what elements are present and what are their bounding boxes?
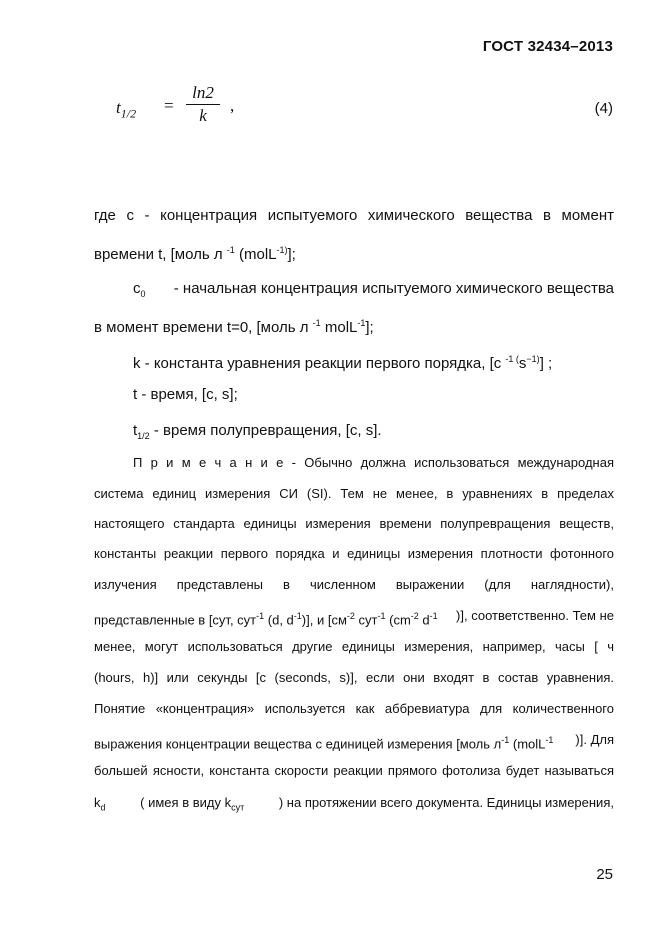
note-line-2: система единиц измерения СИ (SI). Тем не менее, в уравнениях в пределах xyxy=(94,486,614,501)
definition-c-line2: времени t, [моль л $^{-1}$ (molL$^{-1)}$]; xyxy=(94,245,296,263)
note-line-11: большей ясности, константа скорости реакции прямого фотолиза будет называться xyxy=(94,763,614,778)
definition-c0-line2: в момент времени t=0, [моль л $^{-1}$ molL$^{-1}$]; xyxy=(94,318,374,336)
note-line-7: менее, могут использоваться другие единицы измерения, например, часы [ ч xyxy=(94,639,614,654)
note-line-6: представленные в [сут, сут$^{-1}$ (d, $d^{-1}$)], и [$см^{-2}$ сут$^{-1}$ ($cm^{-2}$ $d^{-1}$ )], соответственно. Тем не xyxy=(94,608,614,628)
formula-comma: , xyxy=(230,96,235,115)
note-line-12: $k_d$ ( имея в виду $k_{сут}$ ) на протяжении всего документа. Единицы измерения, xyxy=(94,794,614,817)
definition-t-half: $t_{1/2}$ - время полупревращения, [c, s]. xyxy=(133,422,382,441)
formula-equals: = xyxy=(164,96,174,115)
formula-denominator: k xyxy=(199,106,207,125)
equation-number: (4) xyxy=(594,100,613,117)
note-line-10-units: выражения концентрации вещества с единицей измерения [моль $л^{-1}$ (molL$^{-1}$ xyxy=(94,735,554,752)
formula-numerator: ln2 xyxy=(192,83,214,102)
document-header: ГОСТ 32434–2013 xyxy=(482,38,613,55)
kd-symbol: $k_d$ xyxy=(94,795,106,813)
note-line-10: выражения концентрации вещества с единицей измерения [моль $л^{-1}$ (molL$^{-1}$ )]. Для xyxy=(94,732,614,752)
definition-c0-line1: $c_0$ - начальная концентрация испытуемого химического вещества xyxy=(133,279,614,304)
definition-t: t - время, [c, s]; xyxy=(133,386,238,403)
note-line-5: излучения представлены в численном выражении (для наглядности), xyxy=(94,577,614,592)
formula-lhs: $t_{1/2}$ xyxy=(116,98,137,121)
note-line-3: настоящего стандарта единицы измерения времени полупревращения веществ, xyxy=(94,516,614,531)
c0-symbol: $c_0$ xyxy=(133,280,146,299)
definition-c-line1: где c - концентрация испытуемого химического вещества в момент xyxy=(94,207,614,224)
note-line-8: (hours, h)] или секунды [c (seconds, s)], если они входят в состав уравнения. xyxy=(94,670,614,685)
note-line-4: константы реакции первого порядка и единицы измерения плотности фотонного xyxy=(94,546,614,561)
definition-k: k - константа уравнения реакции первого порядка, [c $^{-1 (}s^{-1)}$] ; xyxy=(133,354,553,372)
fraction-bar xyxy=(186,104,220,105)
note-line-9: Понятие «концентрация» используется как аббревиатура для количественного xyxy=(94,701,614,716)
note-line-1: П р и м е ч а н и е - Обычно должна использоваться международная xyxy=(133,455,614,470)
formula-fraction xyxy=(186,84,220,125)
page-number: 25 xyxy=(596,866,613,883)
note-line-12-middle: ( имея в виду $k_{сут}$ xyxy=(140,795,245,813)
note-line-6-units: представленные в [сут, сут$^{-1}$ (d, $d^{-1}$)], и [$см^{-2}$ сут$^{-1}$ ($cm^{-2}$ $d^{-1}$ xyxy=(94,611,438,628)
